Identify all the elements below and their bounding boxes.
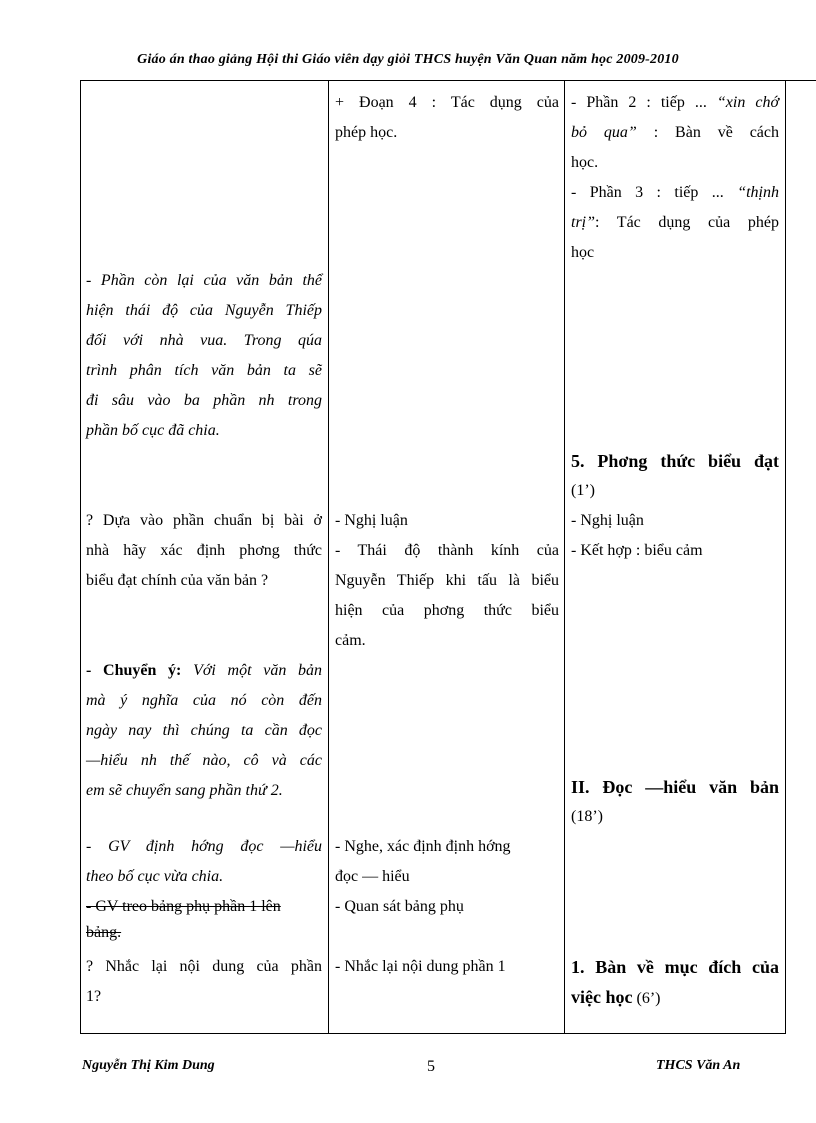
table-top-border [80, 80, 816, 81]
transition-note: - Chuyển ý: Với một văn bản mà ý nghĩa của nó còn đến ngày nay thì chúng ta cần đọc —hiểu nh thế nào, cô và các em sẽ chuyển sang phần thứ 2. [86, 662, 322, 799]
footer-school: THCS Văn An [656, 1058, 741, 1073]
student-reading-activity: - Nghe, xác định định hớng đọc — hiểu - Quan sát bảng phụ [335, 838, 511, 915]
section-5-content: - Nghị luận - Kết hợp : biểu cảm [571, 512, 703, 559]
page-header: Giáo án thao giảng Hội thi Giáo viên dạy giỏi THCS huyện Văn Quan năm học 2009-2010 [137, 52, 679, 67]
footer-author: Nguyễn Thị Kim Dung [82, 1058, 215, 1073]
column-divider-3 [785, 80, 786, 1034]
remaining-text-note: - Phần còn lại của văn bản thể hiện thái độ của Nguyễn Thiếp đối với nhà vua. Trong qúa trình phân tích văn bản ta sẽ đi sâu vào ba phần nh trong phần bố cục đã chia. [86, 272, 322, 439]
page-number: 5 [427, 1058, 435, 1075]
structure-parts: - Phần 2 : tiếp ... “xin chớ bỏ qua” : Bàn về cách học. - Phần 3 : tiếp ... “thịnh trị”: Tác dụng của phép học [571, 94, 780, 261]
question-recall-part1: ? Nhắc lại nội dung của phần 1? [86, 958, 322, 1005]
question-expression-mode: ? Dựa vào phần chuẩn bị bài ở nhà hãy xác định phơng thức biểu đạt chính của văn bản ? [86, 512, 322, 589]
column-divider-2 [564, 80, 565, 1034]
teacher-reading-guide: - GV định hớng đọc —hiểu theo bố cục vừa chia. - GV treo bảng phụ phần 1 lên bảng. [86, 838, 322, 941]
table-bottom-border [80, 1033, 785, 1034]
paragraph-4-note: + Đoạn 4 : Tác dụng của phép học. [335, 94, 559, 141]
answer-recall-part1: - Nhắc lại nội dung phần 1 [335, 958, 506, 975]
table-left-border [80, 80, 81, 1034]
section-1-heading: 1. Bàn về mục đích của việc học (6’) [571, 957, 779, 1007]
section-5-heading: 5. Phơng thức biểu đạt (1’) [571, 451, 779, 499]
answer-expression-mode: - Nghị luận - Thái độ thành kính của Nguyễn Thiếp khi tấu là biểu hiện của phơng thức biểu cảm. [335, 512, 559, 649]
section-ii-heading: II. Đọc —hiểu văn bản (18’) [571, 777, 779, 825]
column-divider-1 [328, 80, 329, 1034]
